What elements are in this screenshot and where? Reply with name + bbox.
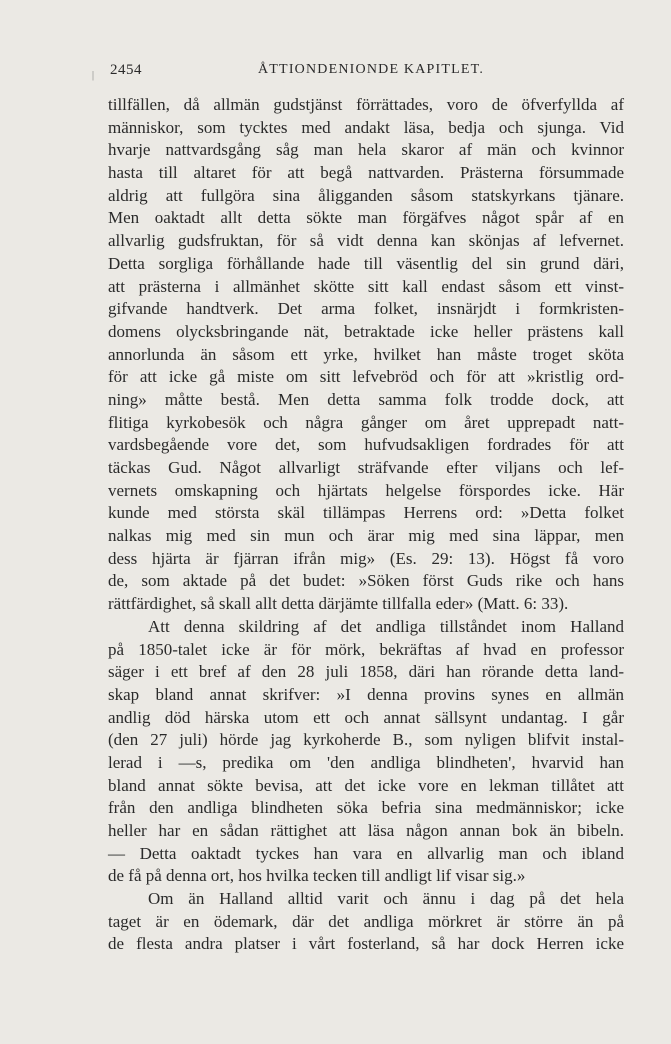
- text-line: taget är en ödemark, där det andliga mörkret är större än på: [108, 911, 624, 931]
- text-line: människor, som tycktes med andakt läsa, bedja och sjunga. Vid: [108, 117, 624, 137]
- text-line: Detta sorgliga förhållande hade till väsentlig del sin grund däri,: [108, 253, 624, 273]
- text-line: Men oaktadt allt detta sökte man förgäfves något spår af en: [108, 208, 624, 228]
- page-number: 2454: [110, 62, 142, 78]
- text-line: andlig död härska utom ett och annat sällsynt undantag. I går: [108, 707, 624, 727]
- text-line: de få på denna ort, hos hvilka tecken till andligt lif visar sig.»: [108, 866, 526, 886]
- text-line: (den 27 juli) hörde jag kyrkoherde B., som nyligen blifvit instal-: [108, 730, 624, 750]
- text-line: flitiga kyrkobesök och några gånger om året upprepadt natt-: [108, 412, 624, 432]
- page-header: [110, 62, 560, 86]
- text-line: för att icke gå miste om sitt lefvebröd och för att »kristlig ord-: [108, 367, 624, 387]
- text-line: de flesta andra platser i vårt fosterland, så har dock Herren icke: [108, 934, 624, 954]
- text-line: nalkas mig med sin mun och ärar mig med sina läppar, men: [108, 526, 624, 546]
- text-line: heller har en sådan rättighet att läsa någon annan bok än bibeln.: [108, 821, 624, 840]
- text-line: Om än Halland alltid varit och ännu i dag på det hela: [148, 889, 624, 909]
- text-line: aldrig att fullgöra sina åligganden såsom statskyrkans tjänare.: [108, 185, 624, 205]
- text-line: ning» måtte bestå. Men detta samma folk trodde dock, att: [108, 389, 624, 409]
- text-line: lerad i —s, predika om 'den andliga blindheten', hvarvid han: [108, 752, 624, 772]
- text-line: från den andliga blindheten söka befria sina medmänniskor; icke: [108, 798, 624, 818]
- margin-mark: |: [92, 70, 95, 81]
- text-line: att prästerna i allmänhet skötte sitt kall endast såsom ett vinst-: [108, 276, 624, 296]
- text-line: tillfällen, då allmän gudstjänst förrättades, voro de öfverfyllda af: [108, 95, 624, 114]
- text-line: de, som aktade på det budet: »Söken först Guds rike och hans: [108, 571, 624, 591]
- text-line: på 1850-talet icke är för mörk, bekräftas af hvad en professor: [108, 639, 624, 659]
- text-line: vardsbegående vore det, som hufvudsakligen fordrades för att: [108, 435, 624, 455]
- text-line: rättfärdighet, så skall allt detta därjämte tillfalla eder» (Matt. 6: 33).: [108, 594, 569, 614]
- text-line: hasta till altaret för att begå nattvarden. Prästerna försummade: [108, 163, 624, 183]
- text-line: täckas Gud. Något allvarligt sträfvande efter viljans och lef-: [108, 458, 624, 477]
- text-line: Att denna skildring af det andliga tillståndet inom Halland: [148, 616, 624, 636]
- text-line: dess hjärta är fjärran ifrån mig» (Es. 29: 13). Högst få voro: [108, 548, 624, 568]
- body-text: [108, 94, 624, 956]
- running-title: ÅTTIONDENIONDE KAPITLET.: [258, 62, 485, 77]
- text-line: skap bland annat skrifver: »I denna provins synes en allmän: [108, 684, 624, 704]
- text-line: kunde med största skäl tillämpas Herrens ord: »Detta folket: [108, 503, 624, 523]
- text-line: bland annat sökte bevisa, att det icke vore en lekman tillåtet att: [108, 775, 624, 795]
- text-line: hvarje nattvardsgång såg man hela skaror af män och kvinnor: [108, 140, 624, 160]
- text-line: domens olycksbringande nät, betraktade icke heller prästens kall: [108, 321, 624, 341]
- text-line: — Detta oaktadt tyckes han vara en allvarlig man och ibland: [108, 843, 624, 863]
- text-line: gifvande handtverk. Det arma folket, insnärjdt i formkristen-: [108, 299, 624, 319]
- text-line: säger i ett bref af den 28 juli 1858, däri han rörande detta land-: [108, 662, 624, 682]
- text-line: allvarlig gudsfruktan, för så vidt denna kan skönjas af lefvernet.: [108, 231, 624, 251]
- text-line: vernets omskapning och hjärtats helgelse förspordes icke. Här: [108, 480, 624, 500]
- text-line: annorlunda än såsom ett yrke, hvilket han måste troget sköta: [108, 344, 624, 364]
